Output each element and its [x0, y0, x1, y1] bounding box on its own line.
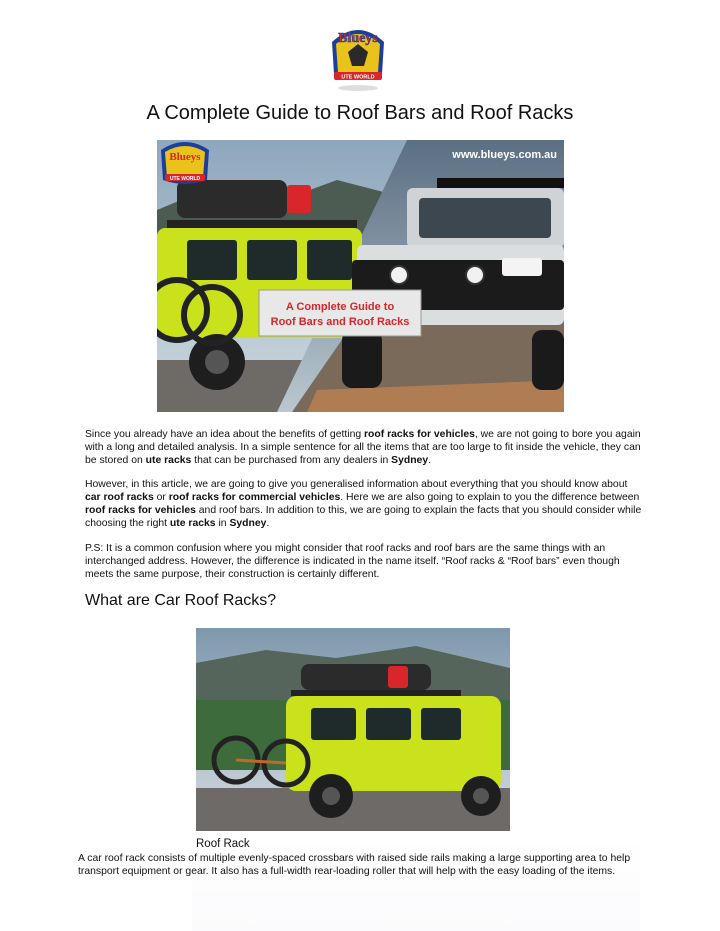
text-run: Since you already have an idea about the benefits of getting — [85, 429, 365, 440]
page-title: A Complete Guide to Roof Bars and Roof Racks — [146, 102, 574, 124]
blueys-logo — [326, 22, 390, 92]
hero-logo-subtitle: UTE WORLD — [169, 176, 201, 182]
section-heading: What are Car Roof Racks? — [85, 592, 277, 609]
text-run: However, in this article, we are going to give you generalised information about everything that you should know about — [85, 479, 628, 490]
roof-rack-photo — [196, 628, 510, 831]
text-run: in — [215, 518, 230, 529]
bold-keyword: roof racks for vehicles — [85, 505, 196, 516]
hero-banner — [259, 290, 421, 336]
text-run: . — [266, 518, 270, 529]
text-run: . Here we are also going to explain to you the difference between — [340, 492, 640, 503]
bold-keyword: roof racks for commercial vehicles — [168, 492, 341, 503]
hero-banner-line2: Roof Bars and Roof Racks — [270, 316, 410, 328]
text-run: , we are not going to bore you again with a long and detailed analysis. In a simple sentence for all the items that are too large to fit inside the vehicle, they can be stored on — [85, 429, 641, 466]
bold-keyword: Sydney — [229, 518, 267, 529]
text-run: or — [153, 492, 169, 503]
text-run: . — [428, 455, 432, 466]
background-fade — [192, 835, 640, 931]
hero-logo — [161, 142, 209, 184]
hero-logo-wordmark: Blueys — [169, 151, 201, 163]
bold-keyword: ute racks — [145, 455, 192, 466]
text-run: that can be purchased from any dealers in — [191, 455, 392, 466]
section-body: A car roof rack consists of multiple evenly-spaced crossbars with raised side rails making a large supporting area to help transport equipment or gear. It also has a full-width rear-loading roller that will help with the easy loading of the items. — [78, 853, 631, 878]
bold-keyword: ute racks — [169, 518, 216, 529]
bold-keyword: roof racks for vehicles — [364, 429, 475, 440]
hero-image — [157, 140, 564, 412]
text-run: and roof bars. In addition to this, we are going to explain the facts that you should consider while choosing the right — [85, 505, 642, 529]
intro-paragraph-1 — [85, 428, 645, 467]
bold-keyword: car roof racks — [85, 492, 154, 503]
logo-subtitle: UTE WORLD — [341, 74, 375, 81]
photo-caption: Roof Rack — [196, 838, 250, 850]
intro-paragraph-3 — [85, 542, 645, 581]
bold-keyword: Sydney — [391, 455, 429, 466]
intro-paragraph-2 — [85, 478, 645, 530]
hero-url: www.blueys.com.au — [452, 149, 557, 161]
text-run: P.S: It is a common confusion where you might consider that roof racks and roof bars are the same things with an interchanged address. However, the difference is indicated in the name itself. “Roof racks & “Roof bars” even though meets the same purpose, their construction is certainly different. — [85, 543, 620, 580]
logo-wordmark: Blueys — [338, 31, 378, 46]
hero-banner-line1: A Complete Guide to — [285, 301, 395, 313]
